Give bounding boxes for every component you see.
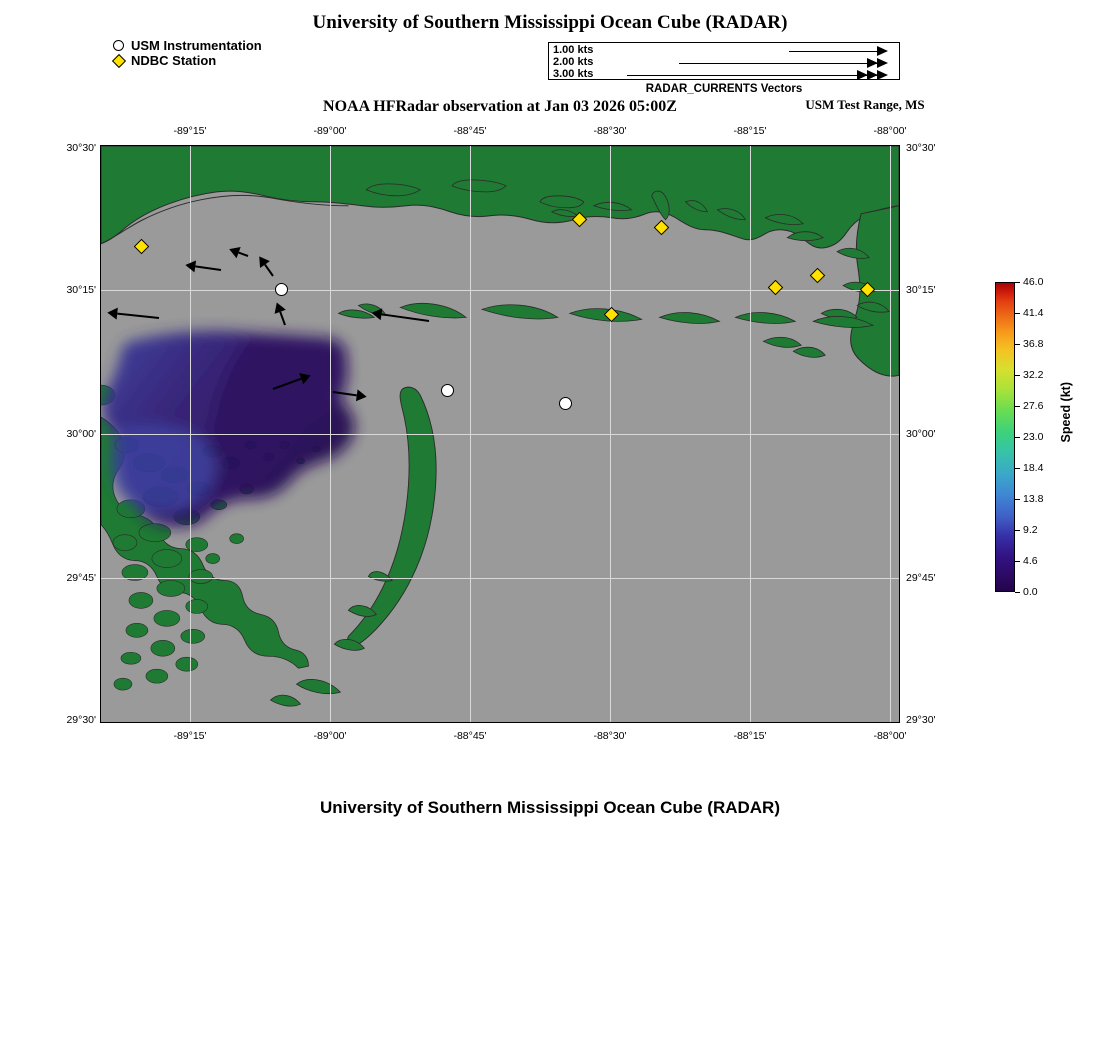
legend-item-usm — [112, 38, 372, 53]
colorbar-tick: 9.2 — [1023, 524, 1038, 536]
usm-station-marker[interactable] — [441, 384, 454, 397]
usm-station-marker[interactable] — [275, 283, 288, 296]
lon-tick-top: -89°00' — [313, 125, 347, 137]
map-canvas[interactable] — [100, 145, 900, 723]
colorbar-tick: 23.0 — [1023, 431, 1044, 443]
usm-station-marker[interactable] — [559, 397, 572, 410]
colorbar-tick: 46.0 — [1023, 276, 1044, 288]
colorbar-tick: 4.6 — [1023, 555, 1038, 567]
lat-tick-left: 30°15' — [66, 284, 96, 296]
lon-tick-top: -88°30' — [593, 125, 627, 137]
range-label: USM Test Range, MS — [805, 97, 925, 112]
colorbar-tick: 32.2 — [1023, 369, 1044, 381]
vector-scale-box — [548, 42, 900, 80]
grid-line-lat — [101, 434, 899, 435]
lon-tick-top: -89°15' — [173, 125, 207, 137]
map-legend — [112, 38, 372, 68]
lon-tick-top: -88°00' — [873, 125, 907, 137]
vector-scale-label-2: 2.00 kts — [553, 56, 594, 68]
diamond-marker-icon — [112, 56, 125, 66]
lon-tick-top: -88°45' — [453, 125, 487, 137]
footer-title: University of Southern Mississippi Ocean Cube (RADAR) — [319, 798, 780, 817]
lon-tick-bottom: -88°15' — [733, 730, 767, 742]
lat-tick-left: 29°30' — [66, 714, 96, 726]
page-title: University of Southern Mississippi Ocean Cube (RADAR) — [312, 12, 788, 33]
lon-tick-bottom: -89°15' — [173, 730, 207, 742]
colorbar-tick: 0.0 — [1023, 586, 1038, 598]
lon-tick-bottom: -89°00' — [313, 730, 347, 742]
vector-scale-label-3: 3.00 kts — [553, 68, 594, 80]
colorbar-gradient — [995, 282, 1015, 592]
lat-tick-right: 29°30' — [906, 714, 936, 726]
lat-tick-left: 29°45' — [66, 572, 96, 584]
lat-tick-right: 30°30' — [906, 142, 936, 154]
lon-tick-bottom: -88°45' — [453, 730, 487, 742]
colorbar-tick: 41.4 — [1023, 307, 1044, 319]
colorbar-tick: 18.4 — [1023, 462, 1044, 474]
colorbar-tick: 27.6 — [1023, 400, 1044, 412]
lat-tick-right: 30°15' — [906, 284, 936, 296]
lat-tick-left: 30°00' — [66, 428, 96, 440]
legend-label-usm: USM Instrumentation — [131, 38, 262, 53]
lon-tick-bottom: -88°30' — [593, 730, 627, 742]
vector-scale-row-1 — [549, 45, 901, 57]
lon-tick-top: -88°15' — [733, 125, 767, 137]
legend-label-ndbc: NDBC Station — [131, 53, 217, 68]
observation-title: NOAA HFRadar observation at Jan 03 2026 05:00Z — [323, 98, 677, 115]
colorbar-tick: 13.8 — [1023, 493, 1044, 505]
lat-tick-right: 30°00' — [906, 428, 936, 440]
vector-scale-row-3 — [549, 69, 901, 81]
vector-scale-label-1: 1.00 kts — [553, 44, 594, 56]
grid-line-lat — [101, 578, 899, 579]
vector-scale-row-2 — [549, 57, 901, 69]
legend-item-ndbc — [112, 53, 372, 68]
vector-scale-caption: RADAR_CURRENTS Vectors — [645, 83, 803, 95]
colorbar-title: Speed (kt) — [1059, 382, 1073, 443]
lon-tick-bottom: -88°00' — [873, 730, 907, 742]
lat-tick-right: 29°45' — [906, 572, 936, 584]
circle-marker-icon — [112, 40, 125, 51]
colorbar-tick: 36.8 — [1023, 338, 1044, 350]
lat-tick-left: 30°30' — [66, 142, 96, 154]
